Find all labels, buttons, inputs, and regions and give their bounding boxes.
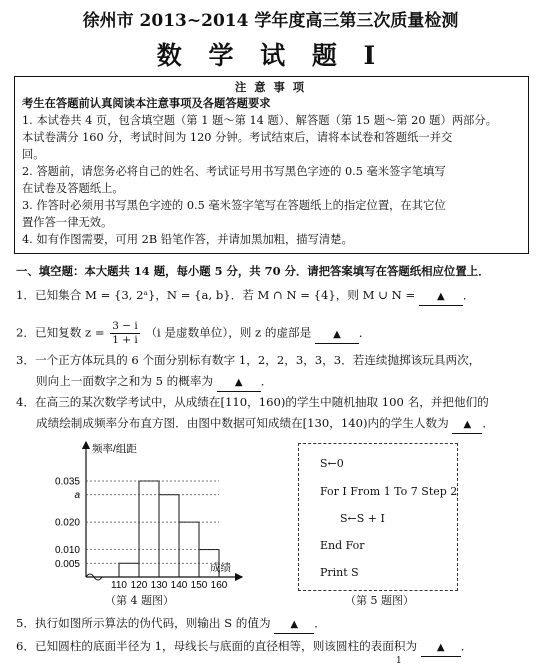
question-3-line-2: 则向上一面数字之和为 5 的概率为 ▲ ． [36, 373, 272, 392]
y-tick-label: 0.010 [54, 545, 80, 557]
notice-lead: 考生在答题前认真阅读本注意事项及各题答题要求 [22, 96, 271, 110]
histogram-bar [179, 522, 199, 577]
question-text: 2．已知复数 z = [16, 325, 105, 340]
algo-line: For I From 1 To 7 Step 2 [320, 485, 458, 498]
answer-blank [419, 287, 463, 306]
algo-line: End For [320, 539, 365, 552]
answer-blank [315, 325, 359, 344]
blank-marker: ▲ [463, 419, 472, 430]
x-tick-label: 120 [130, 580, 148, 591]
algo-line: S←S + I [340, 512, 385, 525]
question-text: 5．执行如图所示算法的伪代码，则输出 S 的值为 [16, 616, 271, 630]
notice-line: 回。 [22, 148, 45, 161]
question-text: 成绩绘制成频率分布直方图．由图中数据可知成绩在[130，140)内的学生人数为 [36, 416, 449, 430]
question-text: 则向上一面数字之和为 5 的概率为 [36, 374, 214, 388]
question-2: 2．已知复数 z = $\frac{3 - i}{1 + i}$ （i 是虚数单位），则 z 的虚部是 ▲ ． [16, 320, 371, 346]
answer-blank [274, 615, 314, 634]
y-tick-label: 0.020 [54, 517, 80, 529]
figure-5-caption: （第 5 题图） [345, 594, 414, 607]
notice-line: 本试卷满分 160 分，考试时间为 120 分钟。考试结束后，请将本试卷和答题纸一并交 [22, 131, 453, 144]
question-text: 6．已知圆柱的底面半径为 1，母线长与底面的直径相等，则该圆柱的表面积为 [16, 639, 418, 653]
y-tick-label: 0.035 [54, 476, 80, 488]
fraction-numerator: 3 − i [112, 320, 138, 332]
notice-line: 置作答一律无效。 [22, 216, 113, 229]
histogram-bar [159, 495, 179, 577]
x-tick-label: 110 [111, 580, 127, 591]
question-6: 6．已知圆柱的底面半径为 1，母线长与底面的直径相等，则该圆柱的表面积为 ▲ ． [16, 638, 472, 657]
y-axis-label: 频率/组距 [92, 443, 137, 455]
blank-marker: ▲ [437, 291, 445, 302]
next-line-fragment: 1 [396, 656, 402, 666]
exam-title: 徐州市 2013~2014 学年度高三第三次质量检测 [82, 11, 459, 31]
x-tick-label: 160 [210, 580, 228, 591]
question-text: 1．已知集合 M = {3, 2ᵃ}，N = {a, b}．若 M ∩ N = {4}，则 M ∪ N = [16, 288, 416, 302]
question-5: 5．执行如图所示算法的伪代码，则输出 S 的值为 ▲ ． [16, 615, 326, 634]
notice-line: 4. 如有作图需要，可用 2B 铅笔作答，并请加黑加粗，描写清楚。 [22, 233, 353, 246]
fraction-denominator: 1 + i [112, 334, 138, 346]
x-tick-label: 150 [190, 580, 208, 591]
answer-blank [421, 638, 461, 657]
histogram-bar [139, 481, 159, 577]
blank-marker: ▲ [234, 377, 243, 388]
notice-line: 3. 作答时必须用书写黑色字迹的 0.5 毫米签字笔写在答题纸上的指定位置，在其它位 [22, 199, 446, 212]
histogram-bar [119, 563, 139, 577]
paper-subtitle: 数 学 试 题 Ⅰ [156, 41, 385, 70]
y-tick-label: 0.005 [54, 558, 80, 570]
fraction [110, 320, 140, 347]
section-heading: 一、填空题：本大题共 14 题，每小题 5 分，共 70 分．请把答案填写在答题纸相应位置上． [16, 264, 490, 278]
y-tick-label: a [74, 490, 80, 502]
x-axis-label: 成绩 [210, 562, 231, 574]
notice-line: 2. 答题前，请您务必将自己的姓名、考试证号用书写黑色字迹的 0.5 毫米签字笔填写 [22, 165, 446, 178]
notice-line: 在试卷及答题纸上。 [22, 182, 124, 195]
question-3-line-1: 3．一个正方体玩具的 6 个面分别标有数字 1，2，2，3，3，3．若连续抛掷该玩具两次， [16, 353, 481, 367]
question-4-line-2: 成绩绘制成频率分布直方图．由图中数据可知成绩在[130，140)内的学生人数为 ▲ ． [36, 415, 494, 434]
figure-4-caption: （第 4 题图） [105, 594, 174, 607]
histogram-bar [199, 550, 219, 577]
question-1: 1．已知集合 M = {3, 2ᵃ}，N = {a, b}．若 M ∩ N = {4}，则 M ∪ N = ▲ ． [16, 287, 474, 306]
x-tick-label: 130 [150, 580, 168, 591]
blank-marker: ▲ [290, 619, 299, 630]
question-4-line-1: 4．在高三的某次数学考试中，从成绩在[110，160)的学生中随机抽取 100 名，并把他们的 [16, 395, 489, 409]
notice-heading: 注 意 事 项 [235, 80, 306, 94]
axis-break [86, 574, 102, 580]
answer-blank [217, 373, 261, 392]
blank-marker: ▲ [436, 642, 445, 653]
x-tick-label: 140 [170, 580, 188, 591]
blank-marker: ▲ [333, 328, 341, 340]
notice-line: 1. 本试卷共 4 页，包含填空题（第 1 题～第 14 题）、解答题（第 15 题～第 20 题）两部分。 [22, 114, 497, 127]
question-text: （i 是虚数单位），则 z 的虚部是 [145, 325, 312, 340]
answer-blank [452, 415, 482, 434]
algo-line: S←0 [320, 457, 344, 470]
algo-line: Print S [320, 566, 359, 579]
